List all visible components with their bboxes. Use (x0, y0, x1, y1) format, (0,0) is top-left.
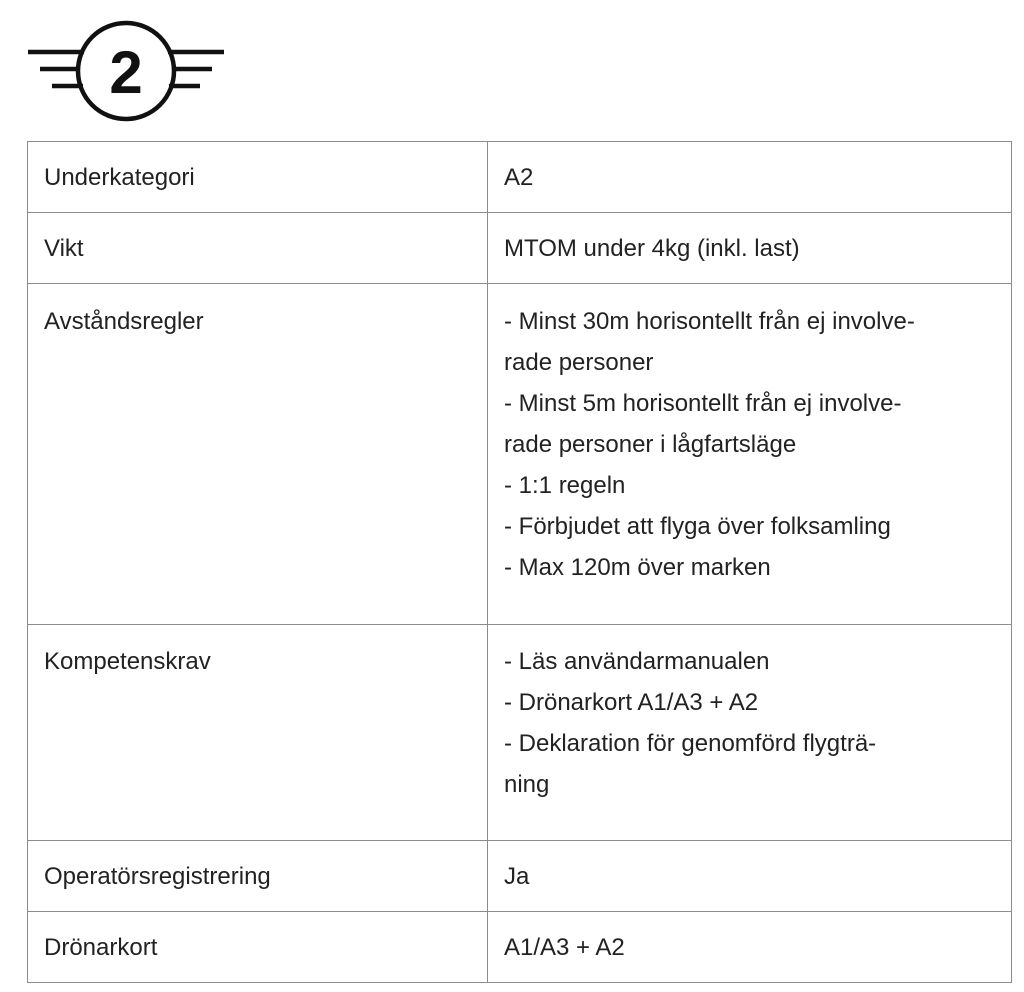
row-label: Drönarkort (28, 912, 488, 983)
table-row (28, 284, 1012, 625)
table-row (28, 841, 1012, 912)
row-value: A1/A3 + A2 (488, 912, 1012, 983)
table-row (28, 213, 1012, 284)
drone-class-icon (28, 18, 224, 124)
row-value: Ja (488, 841, 1012, 912)
row-label: Kompetenskrav (28, 625, 488, 841)
drone-category-table (27, 141, 1012, 983)
row-value: - Minst 30m horisontellt från ej involve- rade personer - Minst 5m horisontellt från ej involve- rade personer i lågfartsläge - 1:1 regeln - Förbjudet att flyga över folksamling - Max 120m över marken (488, 284, 1012, 625)
row-label: Vikt (28, 213, 488, 284)
row-label: Operatörsregistrering (28, 841, 488, 912)
row-value: MTOM under 4kg (inkl. last) (488, 213, 1012, 284)
category-number: 2 (109, 39, 143, 106)
table-row (28, 142, 1012, 213)
row-label: Avståndsregler (28, 284, 488, 625)
row-label: Underkategori (28, 142, 488, 213)
row-value: A2 (488, 142, 1012, 213)
row-value: - Läs användarmanualen - Drönarkort A1/A3 + A2 - Deklaration för genomförd flygträ- ning (488, 625, 1012, 841)
table-row (28, 625, 1012, 841)
table-row (28, 912, 1012, 983)
